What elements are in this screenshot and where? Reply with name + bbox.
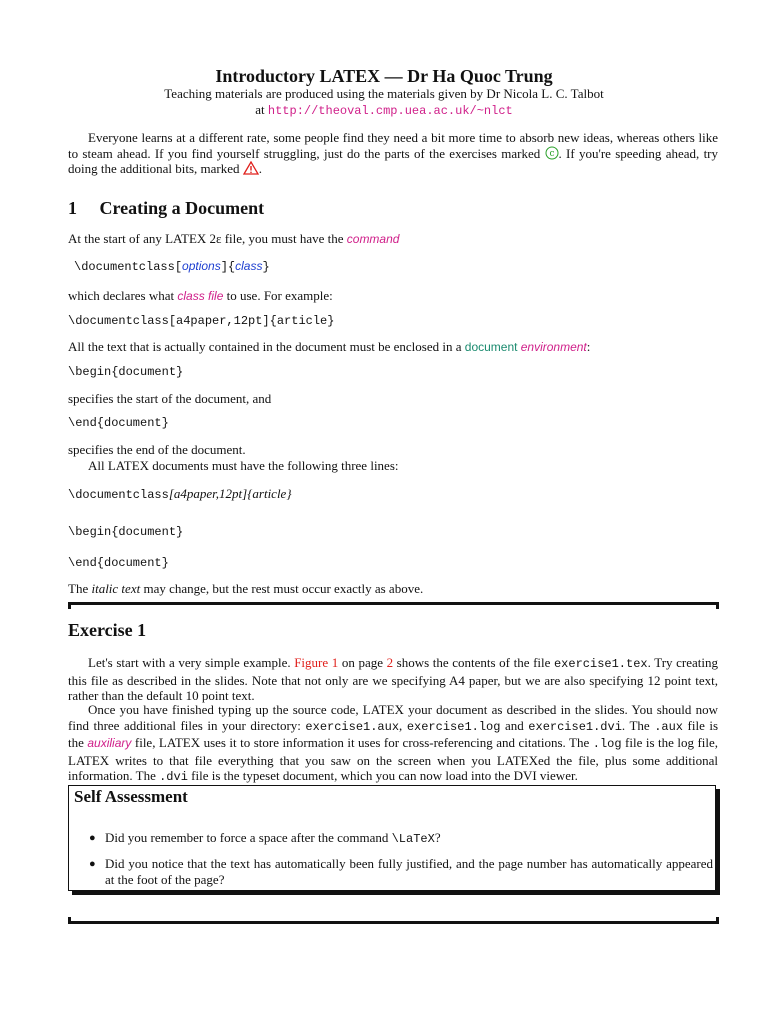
param-class: class xyxy=(235,259,263,273)
code: } xyxy=(262,260,270,274)
warning-triangle-icon xyxy=(243,161,259,175)
text: : xyxy=(586,339,591,354)
code-three-lines-2: \begin{document} xyxy=(68,525,184,539)
self-assessment-item-1 xyxy=(89,830,709,848)
ext-log: .log xyxy=(592,737,622,751)
exercise-title: Exercise 1 xyxy=(68,620,147,640)
section-title: Creating a Document xyxy=(99,198,265,218)
filename-dvi: exercise1.dvi xyxy=(528,719,622,734)
copyright-circle-icon xyxy=(545,146,559,160)
code: \documentclass xyxy=(68,488,169,502)
text: All the text that is actually contained in the document must be enclosed in a xyxy=(68,339,462,354)
text: to use. For example: xyxy=(226,288,333,303)
exercise-paragraph-1 xyxy=(68,655,718,704)
self-assessment-box xyxy=(68,785,716,891)
text: on page xyxy=(341,655,383,670)
filename-tex: exercise1.tex xyxy=(553,657,648,671)
term-auxiliary: auxiliary xyxy=(87,736,132,750)
text: . Try creating this file as described in the slides. Note that not only are we specifying A4 paper, but we are also specifying 12 point text, rather than the default 10 point text. xyxy=(68,655,718,703)
exercise-bottom-rule xyxy=(68,921,719,924)
page-title: Introductory LATEX — Dr Ha Quoc Trung xyxy=(215,66,553,86)
text: Let's start with a very simple example. xyxy=(88,655,291,670)
course-url-link[interactable]: http://theoval.cmp.uea.ac.uk/~nlct xyxy=(267,104,513,118)
text: . The xyxy=(621,717,650,733)
text: The xyxy=(68,581,89,596)
exercise-paragraph-2: Once you have finished typing up the source code, LATEX your document as described in the slides. You should now find three additional files in your directory: exercise1.aux, exercise1.log and exercise1.dvi. The .aux file is the auxiliary file, LATEX uses it to store information it uses for cross-referencing and citations. The .log file is the log file, LATEX writes to that file everything that you saw on the screen when you LATEXed the file, plus some additional information. The .dvi file is the typeset document, which you can now load into the DVI viewer. xyxy=(68,702,719,784)
ext-dvi: .dvi xyxy=(159,770,188,784)
section-line-2 xyxy=(68,288,333,305)
filename-aux: exercise1.aux xyxy=(305,719,400,734)
text: file is the xyxy=(68,717,719,750)
env-document: document xyxy=(464,340,518,354)
section-line-3 xyxy=(68,339,590,356)
text: file is the log file, LATEX writes to that file everything that you saw on the screen when you LATEXed the file, plus some additional information. The xyxy=(68,735,719,783)
text: At the start of any LATEX 2ε file, you must have the xyxy=(68,231,344,246)
text: Did you notice that the text has automatically been fully justified, and the page number has automatically appeared at the foot of the page? xyxy=(105,856,713,887)
code-documentclass-template xyxy=(74,259,270,275)
code-begin-document: \begin{document} xyxy=(68,365,184,379)
bullet-icon: ● xyxy=(89,858,96,870)
filename-log: exercise1.log xyxy=(406,719,501,734)
page-subtitle: Teaching materials are produced using the materials given by Dr Nicola L. C. Talbot xyxy=(164,86,604,101)
code-three-lines-1 xyxy=(68,486,292,503)
url-prefix: at xyxy=(255,102,265,117)
self-assessment-item-2 xyxy=(89,856,713,887)
text: file, LATEX uses it to store information it uses for cross-referencing and citations. The xyxy=(134,735,590,750)
text: may change, but the rest must occur exactly as above. xyxy=(143,581,424,596)
bullet-icon: ● xyxy=(89,832,96,844)
code: ]{ xyxy=(220,260,236,274)
term-environment: environment xyxy=(520,340,587,354)
term-class-file: class file xyxy=(177,289,224,303)
rule-tick-right xyxy=(716,917,719,924)
page-ref-link[interactable]: 2 xyxy=(386,655,394,670)
code-latex: \LaTeX xyxy=(391,832,435,846)
section-heading xyxy=(68,198,264,219)
rule-tick-left xyxy=(68,917,71,924)
code: \documentclass[ xyxy=(74,260,183,274)
rule-tick-right xyxy=(716,602,719,609)
svg-text:c: c xyxy=(548,148,555,159)
section-line-5: specifies the end of the document. xyxy=(68,442,246,457)
ext-aux: .aux xyxy=(654,719,684,734)
code-three-lines-3: \end{document} xyxy=(68,556,169,570)
text: Once you have finished typing up the source code, LATEX your document as described in the slides. You should now find three additional files in your directory: xyxy=(68,702,718,733)
text: and xyxy=(504,717,524,733)
italic-text: italic text xyxy=(91,581,141,596)
italic-params: [a4paper,12pt]{article} xyxy=(168,486,292,501)
page-url-line xyxy=(0,102,768,118)
section-line-1 xyxy=(68,231,399,248)
section-line-7 xyxy=(68,581,423,597)
section-line-4: specifies the start of the document, and xyxy=(68,391,272,406)
figure-ref-link[interactable]: Figure 1 xyxy=(294,655,339,670)
rule-tick-left xyxy=(68,602,71,609)
text: shows the contents of the file xyxy=(396,655,551,670)
text: ? xyxy=(434,830,441,845)
param-options: options xyxy=(182,259,221,273)
intro-text-3: . xyxy=(258,161,262,176)
self-assessment-title: Self Assessment xyxy=(74,787,188,806)
intro-paragraph xyxy=(68,130,718,177)
intro-text-1: Everyone learns at a different rate, some people find they need a bit more time to absorb new ideas, whereas others like to steam ahead. If you find yourself struggling, just do the parts of the exercises marked xyxy=(68,130,718,161)
intro-text-2: . If you're speeding ahead, try doing the additional bits, marked xyxy=(68,145,719,176)
term-command: command xyxy=(346,232,400,246)
code-documentclass-example: \documentclass[a4paper,12pt]{article} xyxy=(68,314,335,328)
text: Did you remember to force a space after the command xyxy=(105,830,389,845)
text: which declares what xyxy=(68,288,175,303)
code-end-document: \end{document} xyxy=(68,416,169,430)
text: file is the typeset document, which you can now load into the DVI viewer. xyxy=(191,768,578,783)
section-line-6: All LATEX documents must have the following three lines: xyxy=(88,458,399,473)
exercise-top-rule xyxy=(68,602,719,605)
section-number: 1 xyxy=(68,198,77,218)
